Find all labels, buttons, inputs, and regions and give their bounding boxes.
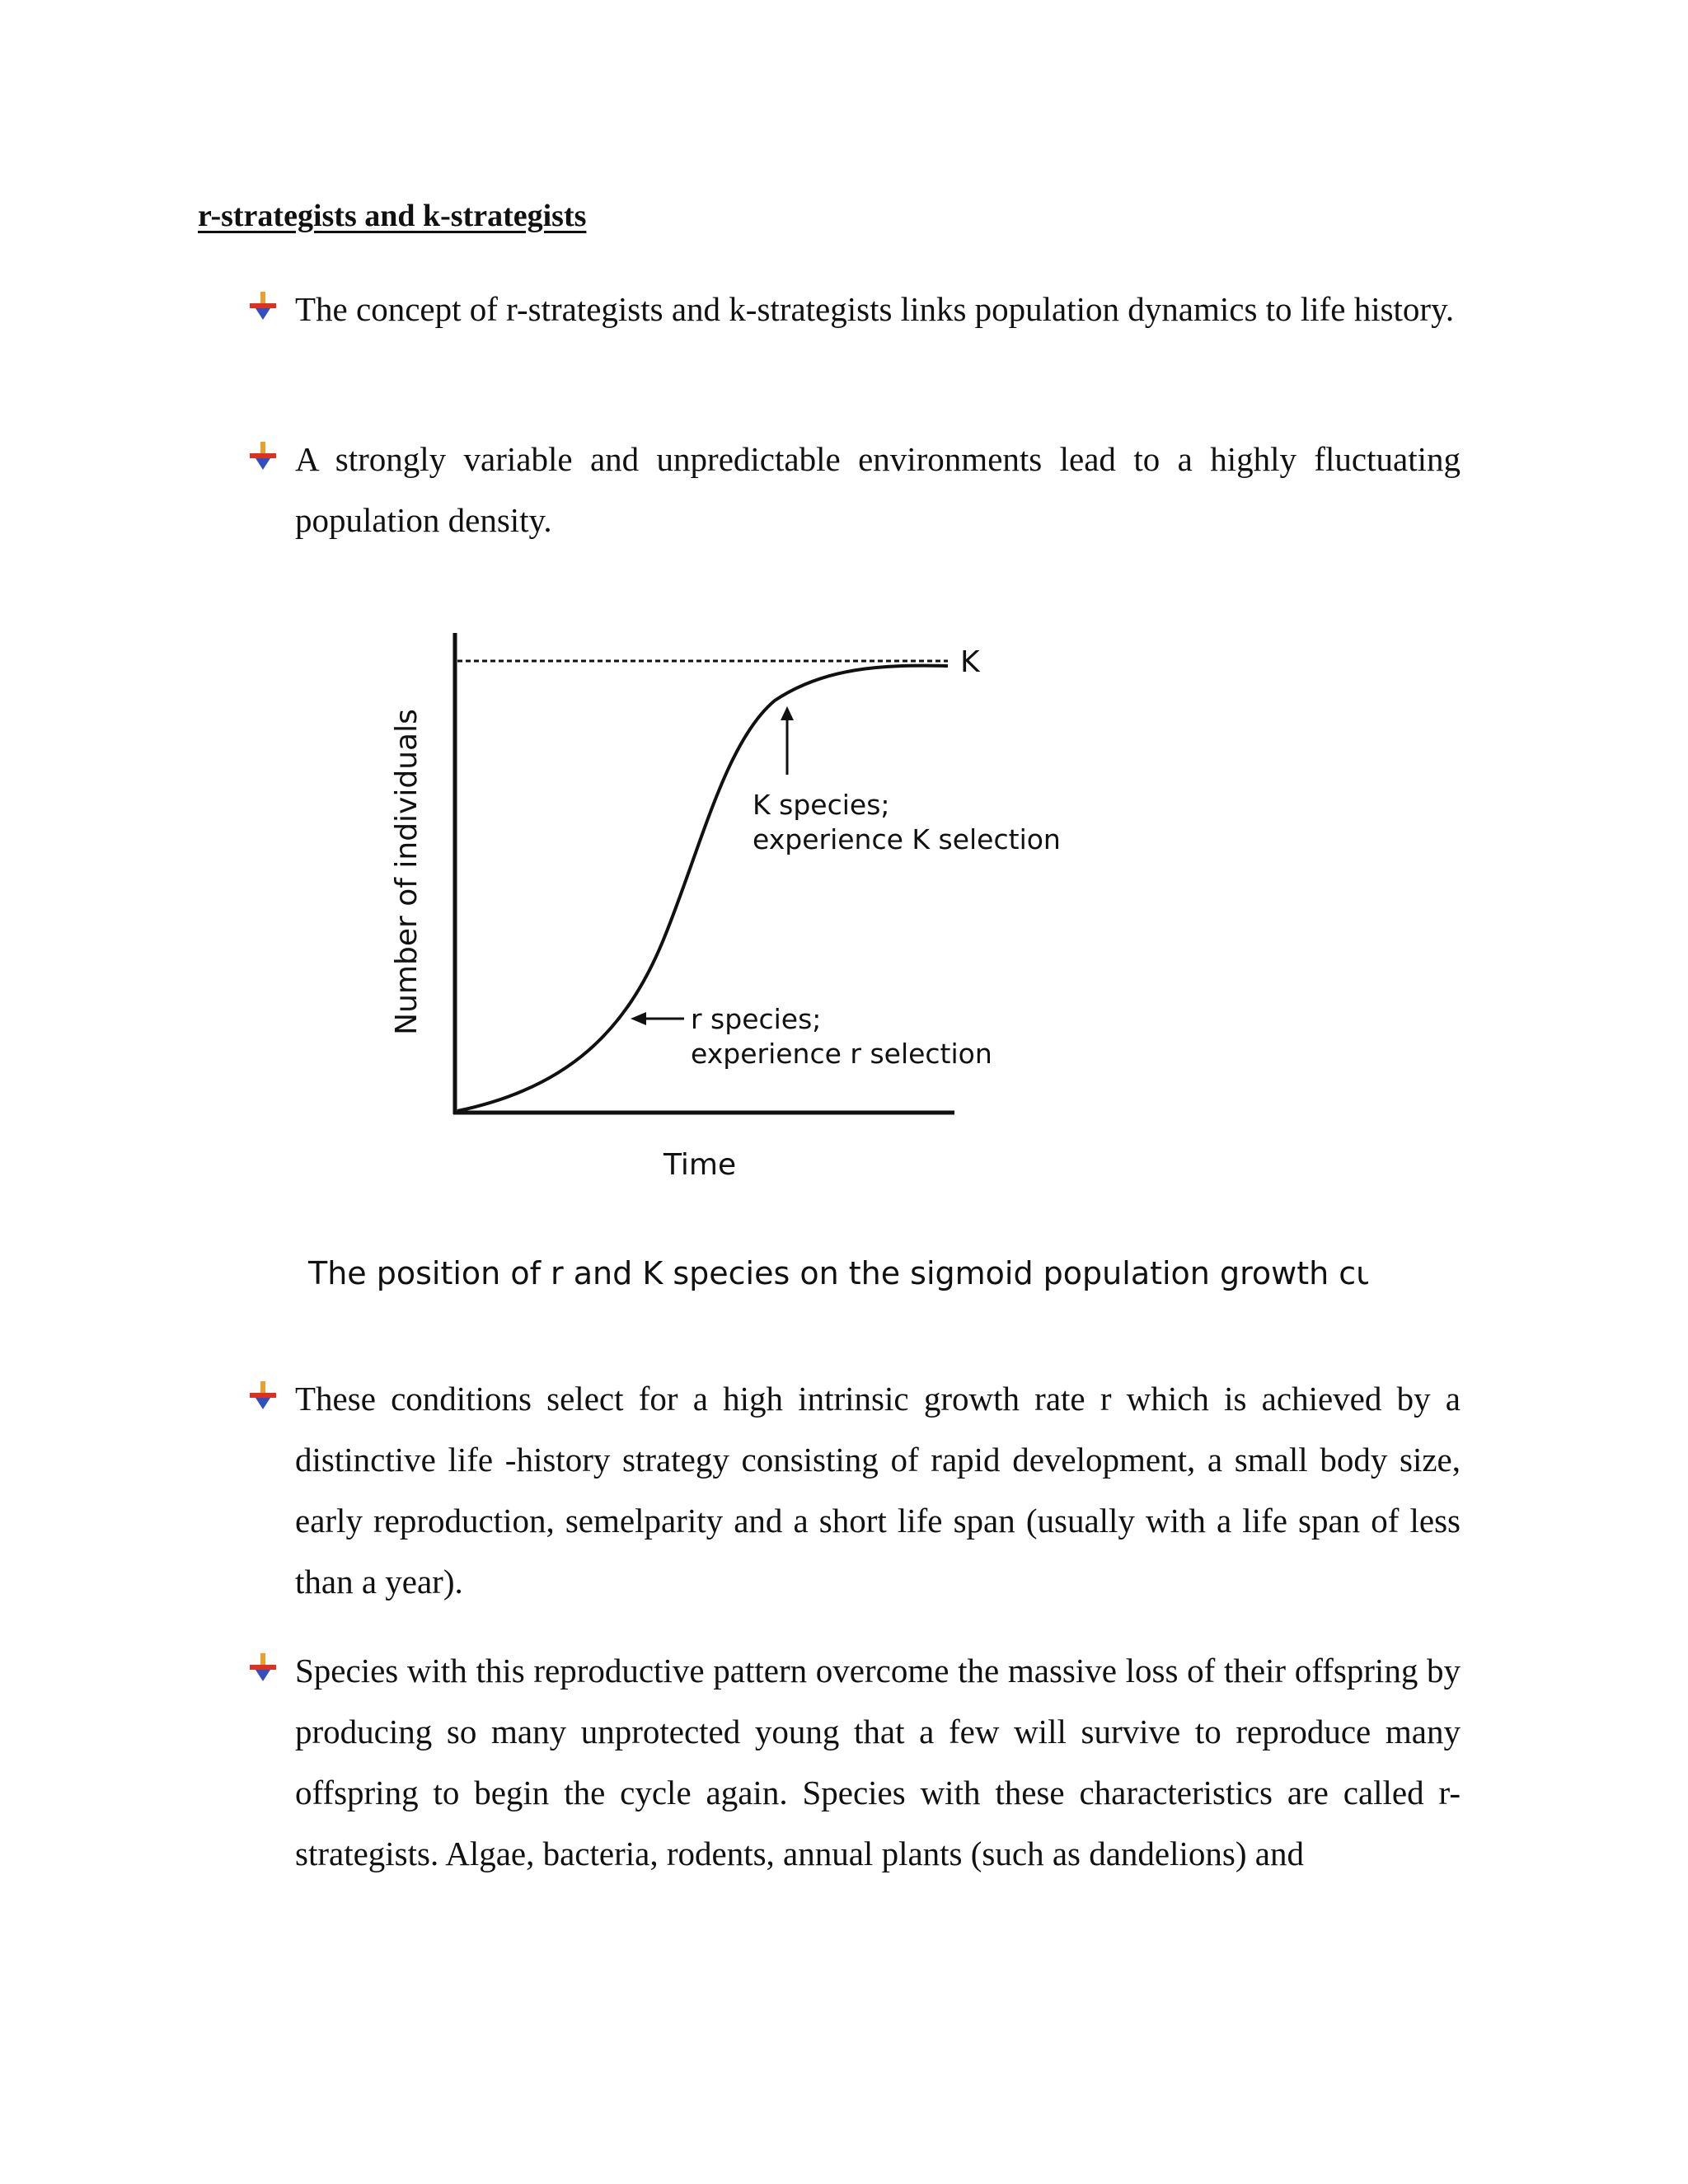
x-axis-label: Time — [663, 1148, 737, 1182]
k-arrow-head — [781, 706, 794, 720]
figure-caption: The position of r and K species on the sigmoid population growth curve. — [308, 1255, 1368, 1291]
y-axis-label: Number of individuals — [390, 709, 424, 1035]
bullet-arrow-icon — [247, 1380, 279, 1411]
bullet-item — [247, 1368, 1461, 1612]
k-annotation-line1: K species; — [753, 789, 890, 821]
bullet-item — [247, 279, 1461, 340]
bullet-item — [247, 429, 1461, 551]
bullet-arrow-icon — [247, 1652, 279, 1683]
bullet-text: These conditions select for a high intrinsic growth rate r which is achieved by a distinctive life -history strategy consisting of rapid development, a small body size, early reproduction, semelparity and a short life span (usually with a life span of less than a year). — [295, 1380, 1461, 1601]
bullet-text: A strongly variable and unpredictable environments lead to a highly fluctuating population density. — [295, 440, 1461, 539]
sigmoid-growth-figure — [297, 610, 1368, 1319]
r-annotation-line1: r species; — [691, 1003, 822, 1035]
bullet-item — [247, 1640, 1461, 1884]
bullet-text: The concept of r-strategists and k-strategists links population dynamics to life history. — [295, 290, 1455, 328]
k-label: K — [960, 645, 980, 679]
section-heading: r-strategists and k-strategists — [198, 199, 587, 233]
bullet-text: Species with this reproductive pattern overcome the massive loss of their offspring by producing so many unprotected young that a few will survive to reproduce many offspring to begin the cycle again. Species with these characteristics are called r-strategists. Algae, bacteria, rodents, annual plants (such as dandelions) and — [295, 1652, 1461, 1872]
r-arrow-head — [631, 1012, 646, 1025]
bullet-arrow-icon — [247, 440, 279, 471]
bullet-arrow-icon — [247, 290, 279, 321]
r-annotation-line2: experience r selection — [691, 1038, 992, 1070]
growth-curve-diagram — [297, 610, 1368, 1319]
k-annotation-line2: experience K selection — [753, 823, 1061, 855]
